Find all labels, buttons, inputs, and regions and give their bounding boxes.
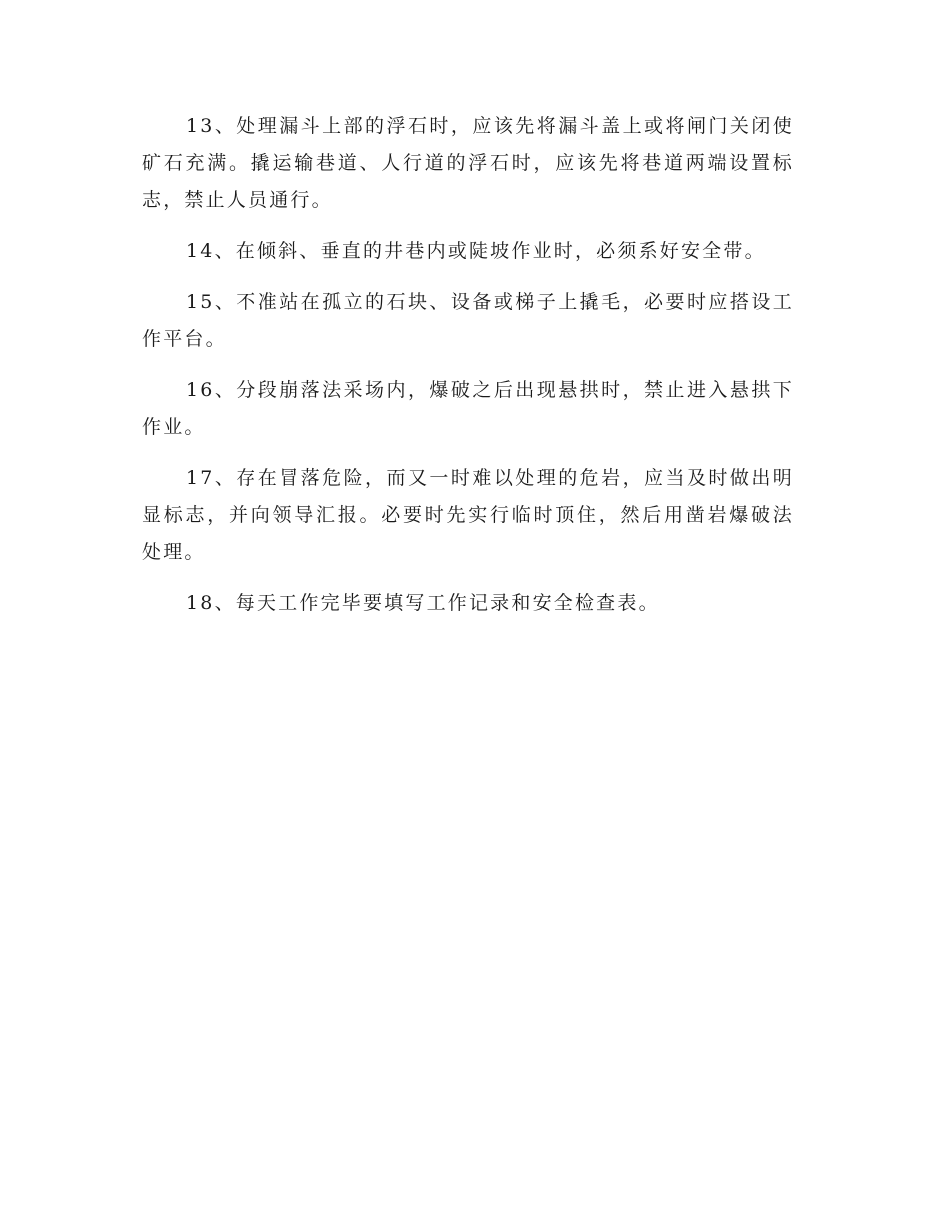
paragraph-14: 14、在倾斜、垂直的井巷内或陡坡作业时，必须系好安全带。 xyxy=(186,240,766,262)
document-body xyxy=(142,108,794,636)
paragraph-16: 16、分段崩落法采场内，爆破之后出现悬拱时，禁止进入悬拱下作业。 xyxy=(142,379,794,438)
paragraph-15: 15、不准站在孤立的石块、设备或梯子上撬毛，必要时应搭设工作平台。 xyxy=(142,291,794,350)
paragraph-17: 17、存在冒落危险，而又一时难以处理的危岩，应当及时做出明显标志，并向领导汇报。必要时先实行临时顶住，然后用凿岩爆破法处理。 xyxy=(142,467,794,563)
paragraph-18: 18、每天工作完毕要填写工作记录和安全检查表。 xyxy=(186,592,660,614)
paragraph-13: 13、处理漏斗上部的浮石时，应该先将漏斗盖上或将闸门关闭使矿石充满。撬运输巷道、人行道的浮石时，应该先将巷道两端设置标志，禁止人员通行。 xyxy=(142,115,794,211)
